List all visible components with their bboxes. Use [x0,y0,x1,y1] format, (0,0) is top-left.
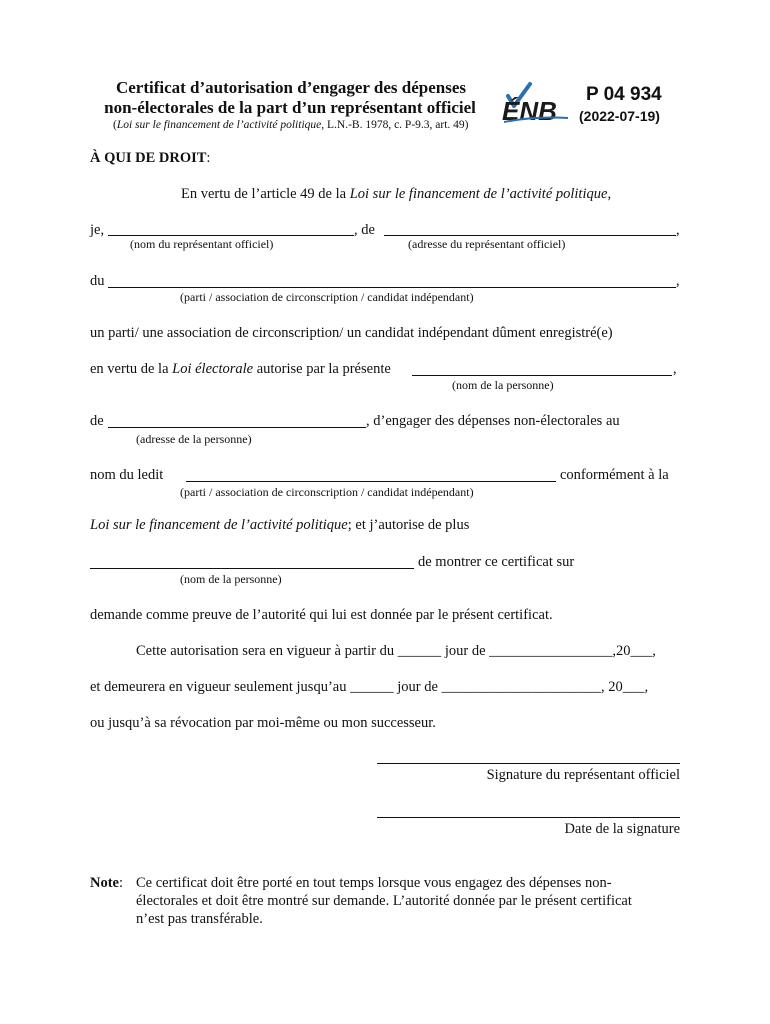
authorization-sentence [90,361,391,378]
intro-prefix: En vertu de l’article 49 de la [181,186,350,202]
caption-rep-name: (nom du représentant officiel) [130,237,274,251]
addressee-text: À QUI DE DROIT [90,150,207,166]
label-je: je, [90,222,105,238]
loi-law-name: Loi sur le financement de l’activité politique [90,517,348,533]
field-rep-address[interactable] [384,235,676,236]
citation-law-name: Loi sur le financement de l’activité politique, [116,119,325,131]
loi-suffix: ; et j’autorise de plus [347,517,470,533]
registered-sentence: un parti/ une association de circonscription/ un candidat indépendant dûment enregistré(e) [90,325,613,341]
comma-3: , [673,361,677,377]
form-number: P 04 934 [586,84,662,105]
note-line-3: n’est pas transférable. [136,911,263,927]
vertu-suffix: autorise par la présente [253,361,391,377]
note-line-2: électorales et doit être montré sur demande. L’autorité donnée par le présent certificat [136,893,632,909]
montrer-text: de montrer ce certificat sur [418,554,575,570]
effective-date-sentence: Cette autorisation sera en vigueur à partir du ______ jour de _________________,20___, [136,643,656,659]
demande-sentence: demande comme preuve de l’autorité qui lui est donnée par le présent certificat. [90,607,553,623]
vertu-prefix: en vertu de la [90,361,173,377]
addressee [90,150,210,167]
label-de: , de [354,222,375,238]
caption-rep-address: (adresse du représentant officiel) [408,237,566,251]
field-person-name[interactable] [412,375,672,376]
expiry-date-sentence: et demeurera en vigueur seulement jusqu’au ______ jour de ______________________, 20___, [90,679,649,695]
note-colon: : [119,875,124,891]
label-de-2: de [90,413,104,429]
conformement-text: conformément à la [560,467,669,483]
field-party[interactable] [108,287,676,288]
elections-nb-logo [500,78,570,126]
intro-sentence [181,186,611,203]
citation-reference: L.N.-B. 1978, c. P-9.3, art. 49) [324,119,469,131]
field-person-address[interactable] [108,427,366,428]
note-line-1: Ce certificat doit être porté en tout temps lorsque vous engagez des dépenses non- [136,875,612,891]
loi-sentence [90,517,469,534]
caption-person-name-2: (nom de la personne) [180,572,282,586]
comma-1: , [676,222,680,238]
intro-suffix: , [607,186,612,202]
addressee-colon: : [206,150,211,166]
date-line[interactable] [377,817,680,818]
label-nom-du-ledit: nom du ledit [90,467,164,483]
form-title-line-1: Certificat d’autorisation d’engager des dépenses [115,78,467,97]
label-du: du [90,273,105,289]
comma-2: , [676,273,680,289]
law-citation [113,119,469,131]
caption-person-address: (adresse de la personne) [136,432,252,446]
signature-line[interactable] [377,763,680,764]
field-rep-name[interactable] [108,235,354,236]
date-label: Date de la signature [564,821,680,837]
logo-text: ÉNB [502,96,557,126]
note-label-text: Note [90,875,119,891]
note-label [90,875,123,892]
intro-law-name: Loi sur le financement de l’activité politique [349,186,608,202]
citation-open: ( [113,119,117,131]
engager-text: , d’engager des dépenses non-électorales au [366,413,620,429]
vertu-law-name: Loi électorale [172,361,254,377]
signature-label: Signature du représentant officiel [486,767,680,783]
caption-person-name: (nom de la personne) [452,378,554,392]
field-person-name-2[interactable] [90,568,414,569]
caption-party: (parti / association de circonscription / candidat indépendant) [180,290,474,304]
caption-party-2: (parti / association de circonscription / candidat indépendant) [180,485,474,499]
revocation-sentence: ou jusqu’à sa révocation par moi-même ou mon successeur. [90,715,436,731]
form-revision-date: (2022-07-19) [579,108,660,124]
field-party-2[interactable] [186,481,556,482]
form-title-line-2: non-électorales de la part d’un représentant officiel [104,98,476,117]
